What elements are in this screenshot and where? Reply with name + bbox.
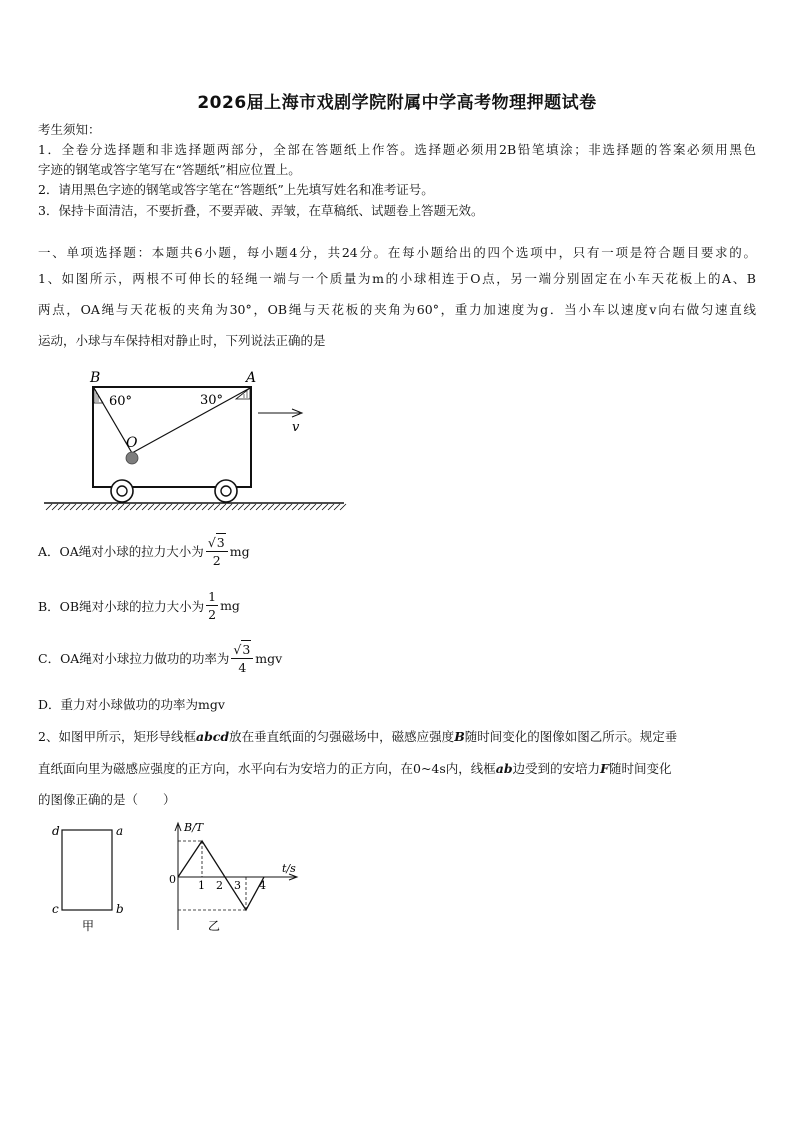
- option-c-text: C．OA绳对小球拉力做功的功率为: [38, 651, 230, 666]
- wheel-right: [215, 480, 237, 502]
- hatch-a: [236, 388, 250, 399]
- q1-option-d[interactable]: D．重力对小球做功的功率为mgv: [38, 697, 225, 712]
- option-c-fraction: √ 3 4: [231, 640, 253, 676]
- label-b: B: [90, 370, 101, 386]
- b-t-curve: [178, 841, 264, 910]
- notice-heading: 考生须知：: [38, 122, 101, 137]
- q2-line-1: 2、如图甲所示，矩形导线框abcd放在垂直纸面的匀强磁场中，磁感应强度B随时间变化的图像如图乙所示。规定垂: [38, 729, 678, 744]
- y-axis-label: B/T: [184, 821, 204, 834]
- q1-option-b[interactable]: [38, 588, 240, 623]
- ball: [126, 452, 138, 464]
- tick-4: 4: [259, 879, 266, 892]
- hatch-b: [94, 388, 103, 403]
- q1-line-1: 1、如图所示，两根不可伸长的轻绳一端与一个质量为m的小球相连于O点，另一端分别固定在小车天花板上的A、B: [38, 271, 756, 286]
- origin-label: 0: [169, 873, 176, 886]
- notice-item-1-cont: 字迹的钢笔或答字笔写在“答题纸”相应位置上。: [38, 162, 301, 177]
- q1-option-c[interactable]: [38, 640, 282, 676]
- q2-line-2: 直纸面向里为磁感应强度的正方向，水平向右为安培力的正方向，在0~4s内，线框ab边受到的安培力F随时间变化: [38, 761, 672, 776]
- rope-oa: [132, 388, 250, 453]
- section-heading: 一、单项选择题：本题共6小题，每小题4分，共24分。在每小题给出的四个选项中，只有一项是符合题目要求的。: [38, 245, 756, 260]
- tick-1: 1: [198, 879, 205, 892]
- option-a-text: A．OA绳对小球的拉力大小为: [38, 544, 204, 559]
- notice-item-2: 2．请用黑色字迹的钢笔或答字笔在“答题纸”上先填写姓名和准考证号。: [38, 182, 434, 197]
- notice-item-1: 1．全卷分选择题和非选择题两部分，全部在答题纸上作答。选择题必须用2B铅笔填涂；非选择题的答案必须用黑色: [38, 142, 756, 157]
- corner-b: b: [116, 902, 124, 916]
- q1-line-2: 两点，OA绳与天花板的夹角为30°，OB绳与天花板的夹角为60°，重力加速度为g．当小车以速度v向右做匀速直线: [38, 302, 756, 317]
- caption-jia: 甲: [82, 919, 95, 933]
- q2-line-3: 的图像正确的是（ ）: [38, 792, 176, 807]
- option-b-fraction: $\frac{1}{2}$: [208, 589, 217, 622]
- angle-a: 30°: [200, 393, 224, 408]
- ground-hatching: [46, 504, 346, 510]
- option-b-unit: mg: [220, 598, 240, 613]
- notice-item-3: 3．保持卡面清洁，不要折叠，不要弄破、弄皱，在草稿纸、试题卷上答题无效。: [38, 203, 484, 218]
- option-a-fraction: √ 3 2: [206, 533, 228, 569]
- q2-figure-jia: [44, 820, 134, 935]
- corner-c: c: [52, 902, 59, 916]
- caption-yi: 乙: [208, 919, 221, 933]
- wire-frame: [62, 830, 112, 910]
- option-b-text: B．OB绳对小球的拉力大小为: [38, 598, 205, 614]
- q2-figure-yi: [166, 815, 306, 940]
- option-c-unit: mgv: [255, 650, 283, 666]
- label-v: v: [292, 420, 300, 435]
- angle-b: 60°: [109, 394, 133, 409]
- q1-cart-figure: [40, 365, 350, 515]
- tick-3: 3: [234, 879, 241, 892]
- label-o: O: [126, 435, 138, 451]
- x-axis-label: t/s: [282, 862, 296, 875]
- corner-a: a: [116, 824, 124, 838]
- q1-option-a[interactable]: [38, 533, 250, 569]
- page-title: 2026届上海市戏剧学院附属中学高考物理押题试卷: [197, 93, 597, 113]
- tick-2: 2: [216, 879, 223, 892]
- wheel-left: [111, 480, 133, 502]
- option-a-unit: mg: [229, 543, 250, 559]
- corner-d: d: [52, 824, 60, 838]
- label-a: A: [246, 370, 257, 386]
- q1-line-3: 运动，小球与车保持相对静止时，下列说法正确的是: [38, 333, 326, 348]
